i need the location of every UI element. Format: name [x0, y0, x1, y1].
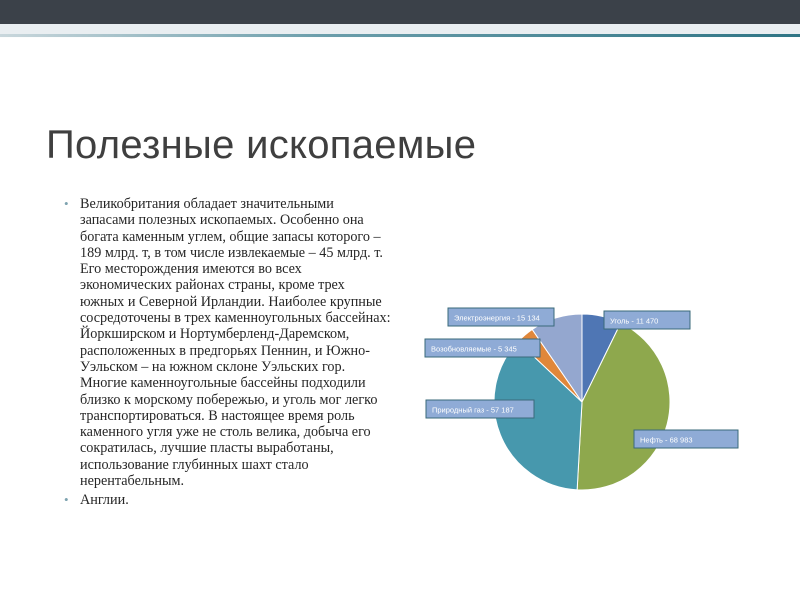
data-label [426, 400, 534, 418]
data-label [634, 430, 738, 448]
data-label [604, 311, 690, 329]
data-label-text: Уголь - 11 470 [610, 316, 659, 326]
data-label-text: Возобновляемые - 5 345 [431, 344, 517, 354]
slide-title: Полезные ископаемые [46, 123, 477, 167]
bullet-text: Англии. [80, 492, 129, 509]
bullet-text: Великобритания обладает значительными запасами полезных ископаемых. Особенно она богата каменным углем, общие запасы которого – 189 млрд. т, в том числе извлекаемые – 45 млрд. т. Его месторождения имеются во всех экономических районах страны, кроме трех южных и Северной Ирландии. Наиболее крупные сосредоточены в трех каменноугольных бассейнах: Йоркширском и Нортумберленд-Даремском, расположенных в предгорьях Пеннин, и Южно-Уэльском – на южном склоне Уэльских гор. Многие каменноугольные бассейны подходили близко к морскому побережью, и уголь мог легко транспортироваться. В настоящее время роль каменного угля уже не столь велика, добыча его сократилась, лучшие пласты выработаны, использование глубинных шахт стало нерентабельным. [80, 196, 391, 490]
data-label-text: Электроэнергия - 15 134 [454, 313, 540, 323]
bullet-icon: • [64, 196, 69, 211]
data-label-text: Природный газ - 57 187 [432, 405, 514, 415]
bullet-icon: • [64, 492, 69, 508]
data-label [448, 308, 554, 326]
data-label-text: Нефть - 68 983 [640, 435, 693, 445]
data-label [425, 339, 540, 357]
